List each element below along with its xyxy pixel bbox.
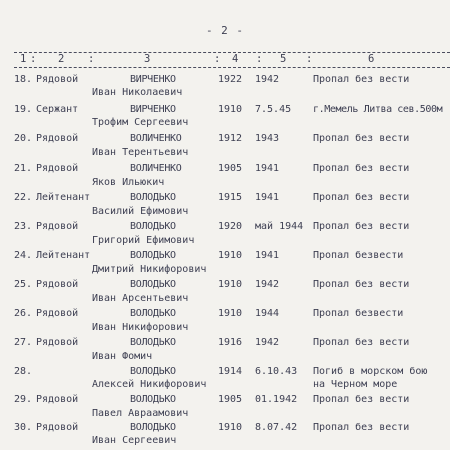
table-row [0, 192, 450, 206]
row-given-name: Иван Никифорович [92, 322, 189, 333]
row-given-name: Иван Фомич [92, 351, 153, 362]
row-fate: Пропал без вести [313, 279, 410, 290]
row-rank: Рядовой [36, 308, 79, 319]
row-number: 27. [14, 337, 33, 348]
row-rank: Рядовой [36, 337, 79, 348]
header-col-1: 1 [20, 53, 27, 65]
row-birth-year: 1910 [218, 422, 243, 433]
table-row-name [0, 117, 450, 131]
table-row-name [0, 379, 450, 393]
table-row [0, 279, 450, 293]
row-rank: Рядовой [36, 279, 79, 290]
row-number: 18. [14, 74, 33, 85]
table-row-name [0, 147, 450, 161]
row-given-name: Трофим Сергеевич [92, 117, 189, 128]
row-birth-year: 1914 [218, 366, 243, 377]
row-number: 20. [14, 133, 33, 144]
row-fate: г.Мемель Литва сев.500м [313, 104, 443, 115]
row-number: 29. [14, 394, 33, 405]
row-surname: ВОЛОДЬКО [130, 337, 176, 348]
row-fate: Пропал безвести [313, 308, 404, 319]
row-number: 26. [14, 308, 33, 319]
row-number: 19. [14, 104, 33, 115]
row-fate: Пропал без вести [313, 221, 410, 232]
table-row-name [0, 177, 450, 191]
header-sep-2: : [88, 53, 95, 65]
row-birth-year: 1910 [218, 308, 243, 319]
row-surname: ВОЛОДЬКО [130, 279, 176, 290]
row-date: 1942 [255, 74, 280, 85]
table-row [0, 163, 450, 177]
header-rule-bottom [14, 67, 450, 68]
row-rank: Рядовой [36, 163, 79, 174]
row-rank: Рядовой [36, 221, 79, 232]
row-birth-year: 1910 [218, 279, 243, 290]
row-birth-year: 1905 [218, 163, 243, 174]
row-date: 1942 [255, 337, 280, 348]
row-date: 01.1942 [255, 394, 298, 405]
row-date: 1941 [255, 163, 280, 174]
row-rank: Сержант [36, 104, 79, 115]
header-col-4: 4 [232, 53, 239, 65]
row-surname: ВОЛОДЬКО [130, 394, 176, 405]
row-surname: ВОЛОДЬКО [130, 192, 176, 203]
row-date: 1944 [255, 308, 280, 319]
table-row [0, 366, 450, 380]
row-birth-year: 1916 [218, 337, 243, 348]
header-col-2: 2 [58, 53, 65, 65]
row-surname: ВИРЧЕНКО [130, 104, 176, 115]
row-rank: Рядовой [36, 422, 79, 433]
row-birth-year: 1920 [218, 221, 243, 232]
row-number: 28. [14, 366, 33, 377]
row-fate: Пропал без вести [313, 337, 410, 348]
row-fate: Пропал без вести [313, 394, 410, 405]
row-fate: Пропал без вести [313, 163, 410, 174]
row-birth-year: 1910 [218, 104, 243, 115]
row-number: 23. [14, 221, 33, 232]
table-row [0, 221, 450, 235]
header-sep-1: : [30, 53, 37, 65]
row-given-name: Григорий Ефимович [92, 235, 195, 246]
row-fate-continued: на Черном море [313, 379, 398, 390]
table-row-name [0, 264, 450, 278]
row-date: 1943 [255, 133, 280, 144]
row-number: 22. [14, 192, 33, 203]
table-row-name [0, 235, 450, 249]
table-row [0, 133, 450, 147]
row-given-name: Павел Авраамович [92, 408, 189, 419]
row-surname: ВОЛОДЬКО [130, 250, 176, 261]
row-date: май 1944 [255, 221, 304, 232]
row-fate: Пропал без вести [313, 74, 410, 85]
header-col-3: 3 [144, 53, 151, 65]
table-row [0, 308, 450, 322]
row-given-name: Яков Ильюкич [92, 177, 165, 188]
row-fate: Пропал без вести [313, 422, 410, 433]
page-number: - 2 - [205, 24, 245, 37]
row-surname: ВОЛОДЬКО [130, 308, 176, 319]
row-given-name: Василий Ефимович [92, 206, 189, 217]
row-given-name: Иван Николаевич [92, 87, 183, 98]
header-sep-4: : [256, 53, 263, 65]
row-given-name: Алексей Никифорович [92, 379, 207, 390]
row-rank: Лейтенант [36, 250, 91, 261]
row-surname: ВИРЧЕНКО [130, 74, 176, 85]
row-rank: Рядовой [36, 133, 79, 144]
row-given-name: Дмитрий Никифорович [92, 264, 207, 275]
row-birth-year: 1922 [218, 74, 243, 85]
table-row-name [0, 206, 450, 220]
row-fate: Пропал без вести [313, 192, 410, 203]
row-birth-year: 1915 [218, 192, 243, 203]
row-surname: ВОЛОДЬКО [130, 422, 176, 433]
row-rank: Рядовой [36, 394, 79, 405]
row-fate: Пропал безвести [313, 250, 404, 261]
table-row-name [0, 435, 450, 449]
row-number: 30. [14, 422, 33, 433]
row-fate: Погиб в морском бою [313, 366, 428, 377]
row-surname: ВОЛИЧЕНКО [130, 133, 182, 144]
table-row-name [0, 293, 450, 307]
table-row [0, 250, 450, 264]
table-row [0, 422, 450, 436]
table-header [0, 53, 450, 67]
row-number: 25. [14, 279, 33, 290]
row-date: 1941 [255, 250, 280, 261]
header-col-6: 6 [368, 53, 375, 65]
row-birth-year: 1910 [218, 250, 243, 261]
table-row-name [0, 408, 450, 422]
table-row-name [0, 351, 450, 365]
row-number: 24. [14, 250, 33, 261]
table-row [0, 74, 450, 88]
row-rank: Рядовой [36, 74, 79, 85]
row-surname: ВОЛИЧЕНКО [130, 163, 182, 174]
table-row [0, 394, 450, 408]
header-col-5: 5 [280, 53, 287, 65]
row-given-name: Иван Арсентьевич [92, 293, 189, 304]
row-rank: Лейтенант [36, 192, 91, 203]
table-row-name [0, 322, 450, 336]
row-given-name: Иван Сергеевич [92, 435, 177, 446]
row-date: 8.07.42 [255, 422, 298, 433]
row-birth-year: 1905 [218, 394, 243, 405]
row-number: 21. [14, 163, 33, 174]
row-surname: ВОЛОДЬКО [130, 366, 176, 377]
row-surname: ВОЛОДЬКО [130, 221, 176, 232]
row-date: 7.5.45 [255, 104, 292, 115]
row-date: 1942 [255, 279, 280, 290]
header-sep-5: : [306, 53, 313, 65]
table-row [0, 337, 450, 351]
row-birth-year: 1912 [218, 133, 243, 144]
row-date: 6.10.43 [255, 366, 298, 377]
row-date: 1941 [255, 192, 280, 203]
row-fate: Пропал без вести [313, 133, 410, 144]
header-sep-3: : [214, 53, 221, 65]
table-row-name [0, 87, 450, 101]
table-row [0, 104, 450, 118]
row-given-name: Иван Терентьевич [92, 147, 189, 158]
